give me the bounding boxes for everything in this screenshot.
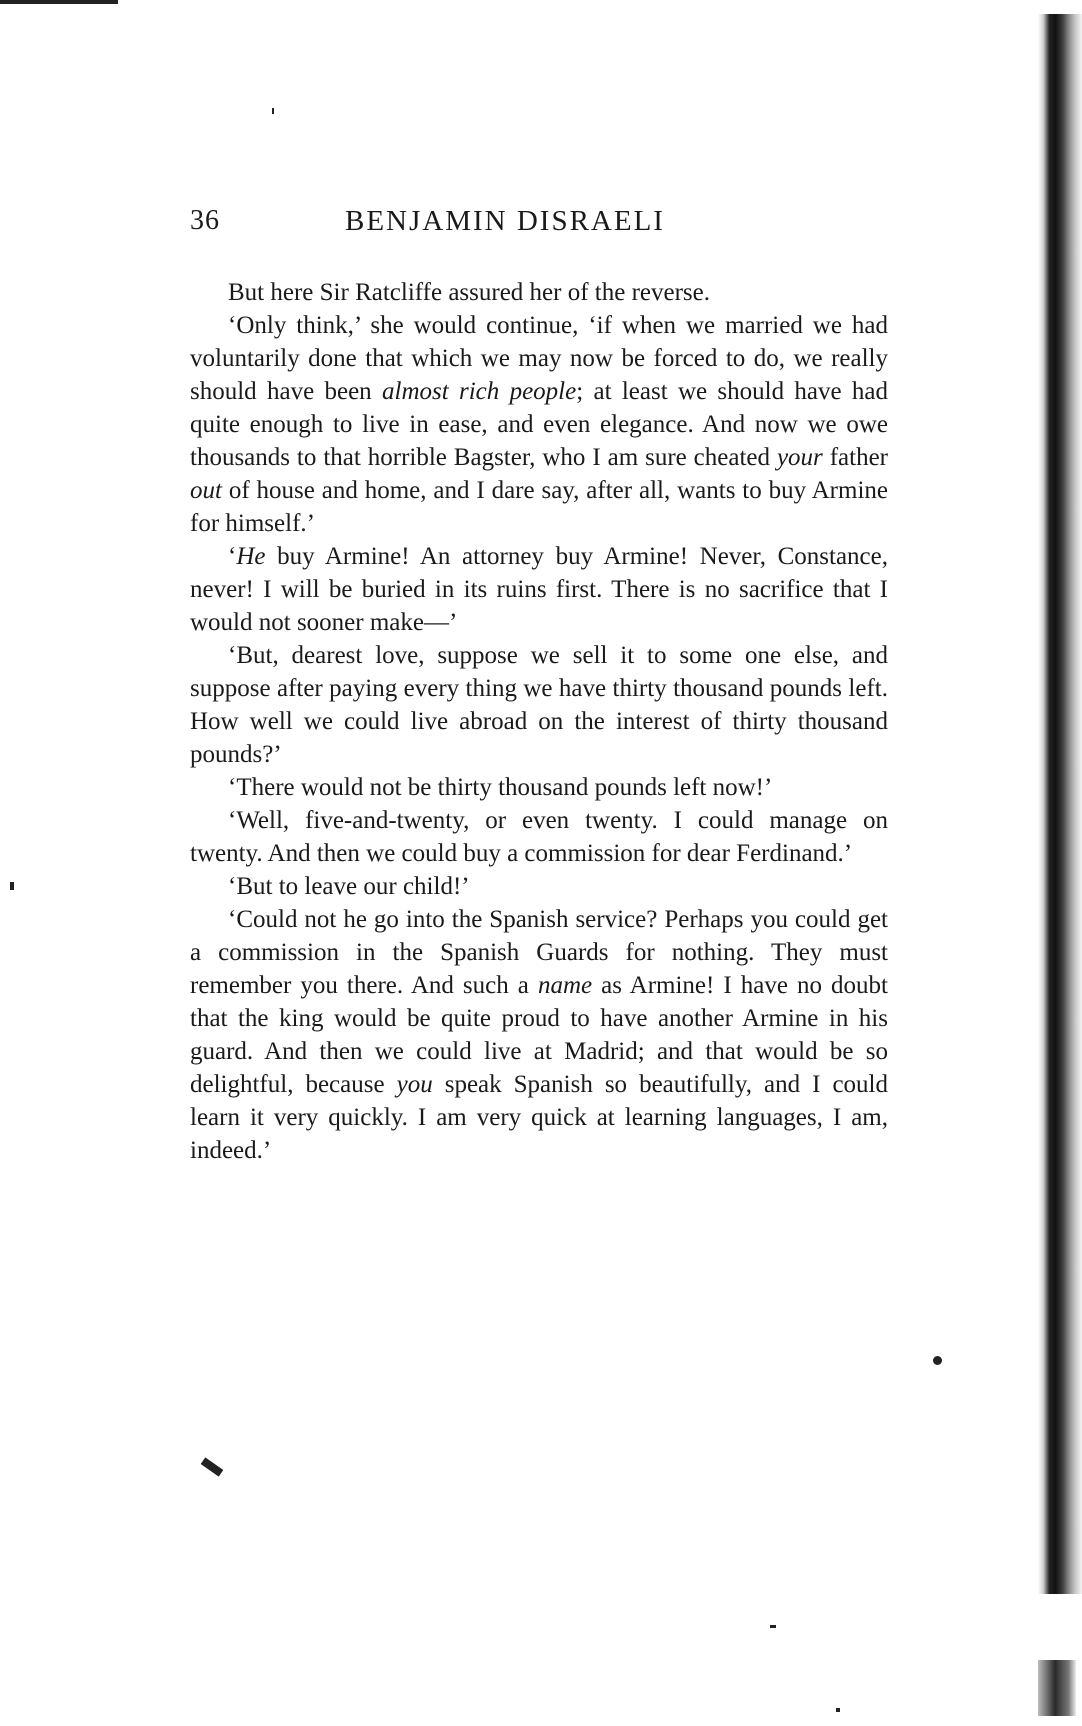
scanned-binding-speck <box>1038 1660 1076 1716</box>
text-run: ‘There would not be thirty thousand pounds left now!’ <box>228 774 773 801</box>
text-run: as Armine! I have no doubt that the king would be quite proud to have another Armine in his guard. And then we could live at Madrid; and that would be so delightful, because <box>190 972 888 1098</box>
scan-speck <box>201 1457 224 1476</box>
scan-speck <box>10 882 14 890</box>
italic-text: out <box>190 477 222 504</box>
text-run: ; at least we should have had quite enough to live in ease, and even elegance. And now we owe thousands to that horrible Bagster, who I am sure cheated <box>190 378 888 471</box>
paragraph <box>190 771 888 804</box>
italic-text: name <box>537 972 593 999</box>
text-run: buy Armine! An attorney buy Armine! Never, Constance, never! I will be buried in its ruins first. There is no sacrifice that I would not sooner make—’ <box>190 543 888 636</box>
text-run: ‘But to leave our child!’ <box>228 873 470 900</box>
paragraph <box>190 540 888 639</box>
scan-speck <box>272 108 274 114</box>
text-run: But here Sir Ratcliffe assured her of the reverse. <box>228 279 710 306</box>
scan-speck <box>836 1708 840 1712</box>
scanned-binding-edge <box>1038 14 1082 1594</box>
text-run: speak Spanish so beautifully, and I could learn it very quickly. I am very quick at learning languages, I am, indeed.’ <box>190 1071 888 1164</box>
italic-text: you <box>396 1071 433 1098</box>
running-title: BENJAMIN DISRAELI <box>345 205 665 237</box>
text-run: father <box>822 444 888 471</box>
paragraph <box>190 309 888 540</box>
paragraph <box>190 639 888 771</box>
italic-text: almost rich people <box>382 378 577 405</box>
text-run: of house and home, and I dare say, after all, wants to buy Armine for himself.’ <box>190 477 888 537</box>
top-edge-rule <box>0 0 118 4</box>
text-run: ‘But, dearest love, suppose we sell it to some one else, and suppose after paying every thing we have thirty thousand pounds left. How well we could live abroad on the interest of thirty thousand pounds?’ <box>190 642 888 768</box>
text-run: ‘ <box>228 543 237 570</box>
text-run: ‘Well, five-and-twenty, or even twenty. I could manage on twenty. And then we could buy a commission for dear Ferdinand.’ <box>190 807 888 867</box>
italic-text: He <box>236 543 266 570</box>
paragraph <box>190 903 888 1167</box>
scan-speck <box>933 1356 942 1365</box>
page-number: 36 <box>190 205 220 236</box>
body-text <box>190 276 888 1167</box>
paragraph <box>190 870 888 903</box>
scan-speck <box>770 1625 776 1628</box>
running-head <box>190 205 750 245</box>
paragraph <box>190 276 888 309</box>
paragraph <box>190 804 888 870</box>
text-run: ‘Could not he go into the Spanish service? Perhaps you could get a commission in the Spanish Guards for nothing. They must remember you there. And such a <box>190 906 888 999</box>
text-run: ‘Only think,’ she would continue, ‘if when we married we had voluntarily done that which we may now be forced to do, we really should have been <box>190 312 888 405</box>
italic-text: your <box>776 444 823 471</box>
